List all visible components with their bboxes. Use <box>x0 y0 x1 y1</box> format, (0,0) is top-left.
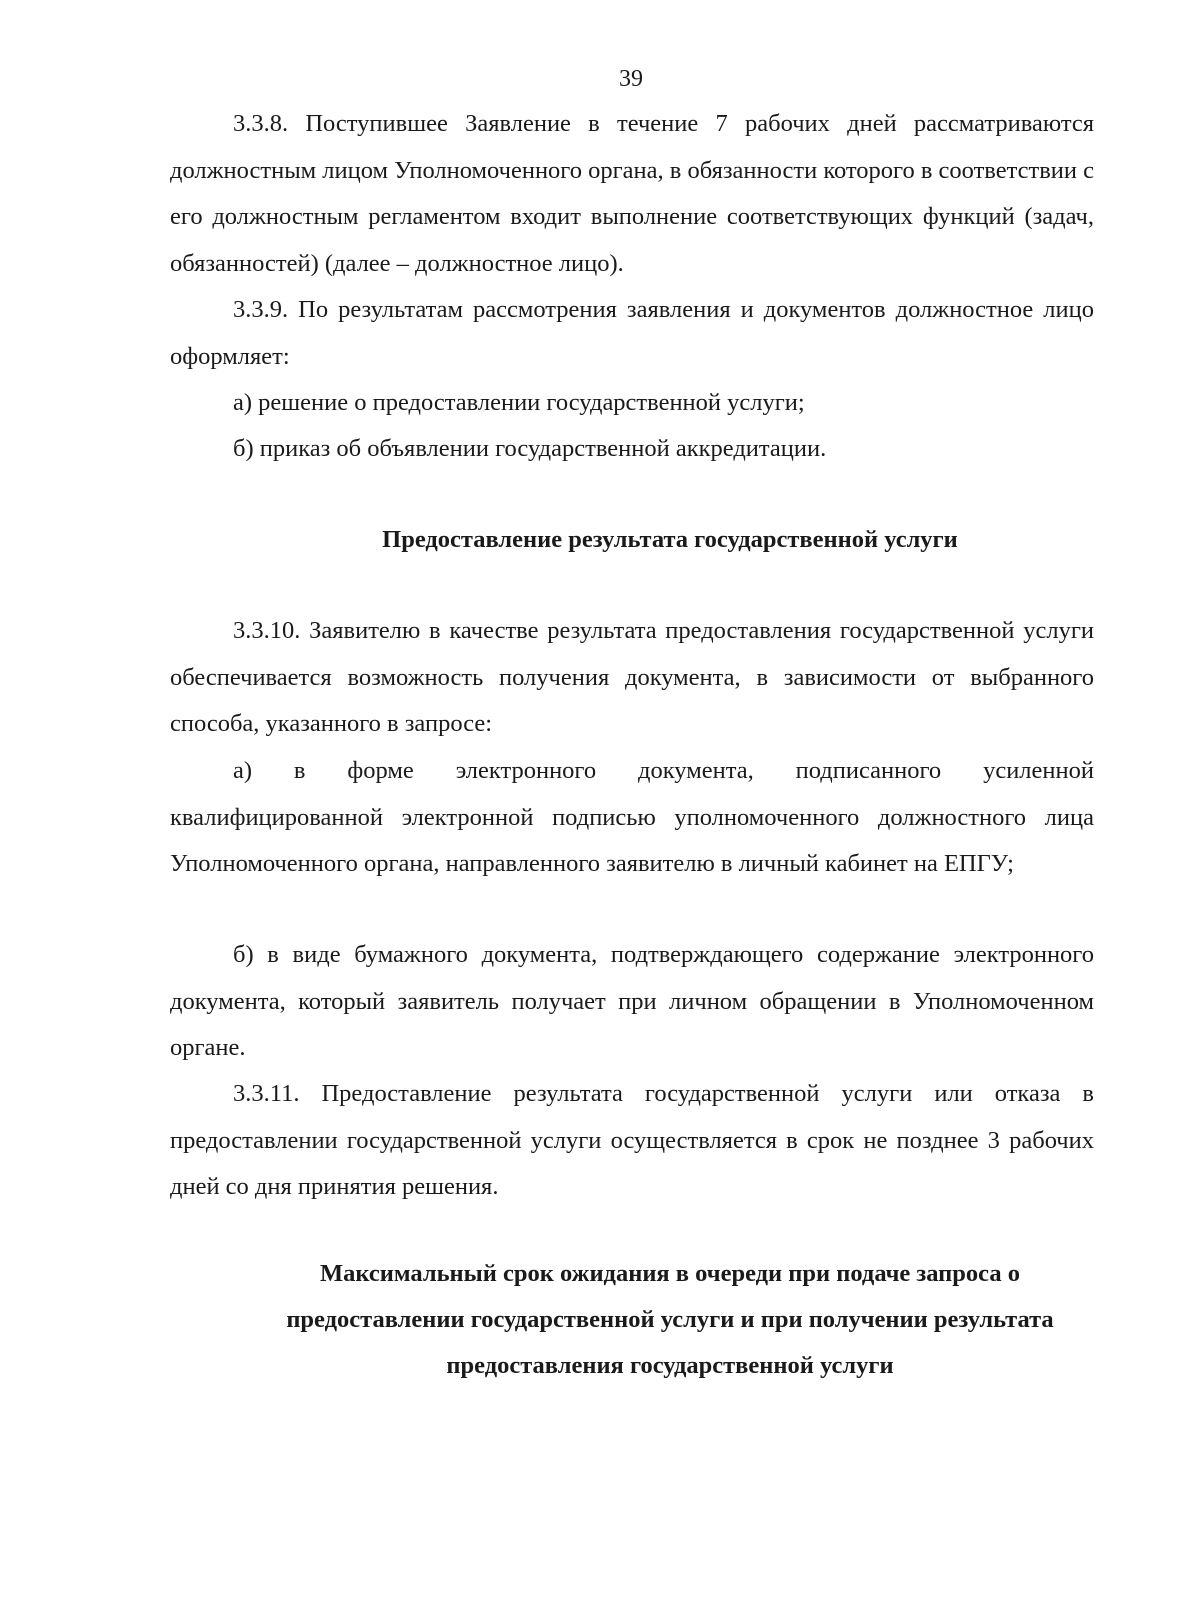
paragraph-3-3-10: 3.3.10. Заявителю в качестве результата предоставления государственной услуги обеспечивается возможность получения документа, в зависимости от выбранного способа, указанного в запросе: <box>170 617 1094 737</box>
section-heading-max-wait <box>170 1251 1170 1389</box>
paragraph-3-3-9: 3.3.9. По результатам рассмотрения заявления и документов должностное лицо оформляет: <box>170 296 1094 370</box>
list-item-a-decision: а) решение о предоставлении государственной услуги; <box>233 389 805 416</box>
heading-line: Максимальный срок ожидания в очереди при подаче запроса о <box>320 1260 1020 1287</box>
list-item-b-paper: б) в виде бумажного документа, подтверждающего содержание электронного документа, который заявитель получает при личном обращении в Уполномоченном органе. <box>170 941 1094 1061</box>
heading-line: предоставлении государственной услуги и при получении результата <box>286 1306 1054 1333</box>
paragraph-3-3-8: 3.3.8. Поступившее Заявление в течение 7 рабочих дней рассматриваются должностным лицом Уполномоченного органа, в обязанности которого в соответствии с его должностным регламентом входит выполнение соответствующих функций (задач, обязанностей) (далее – должностное лицо). <box>170 110 1094 277</box>
section-heading-result: Предоставление результата государственной услуги <box>382 526 958 553</box>
paragraph-3-3-11: 3.3.11. Предоставление результата государственной услуги или отказа в предоставлении государственной услуги осуществляется в срок не позднее 3 рабочих дней со дня принятия решения. <box>170 1080 1094 1200</box>
heading-line: предоставления государственной услуги <box>446 1352 894 1379</box>
page-number: 39 <box>619 66 643 92</box>
list-item-a-electronic: а) в форме электронного документа, подписанного усиленной квалифицированной электронной подписью уполномоченного должностного лица Уполномоченного органа, направленного заявителю в личный кабинет на ЕПГУ; <box>170 757 1094 877</box>
list-item-b-order: б) приказ об объявлении государственной аккредитации. <box>233 435 827 462</box>
